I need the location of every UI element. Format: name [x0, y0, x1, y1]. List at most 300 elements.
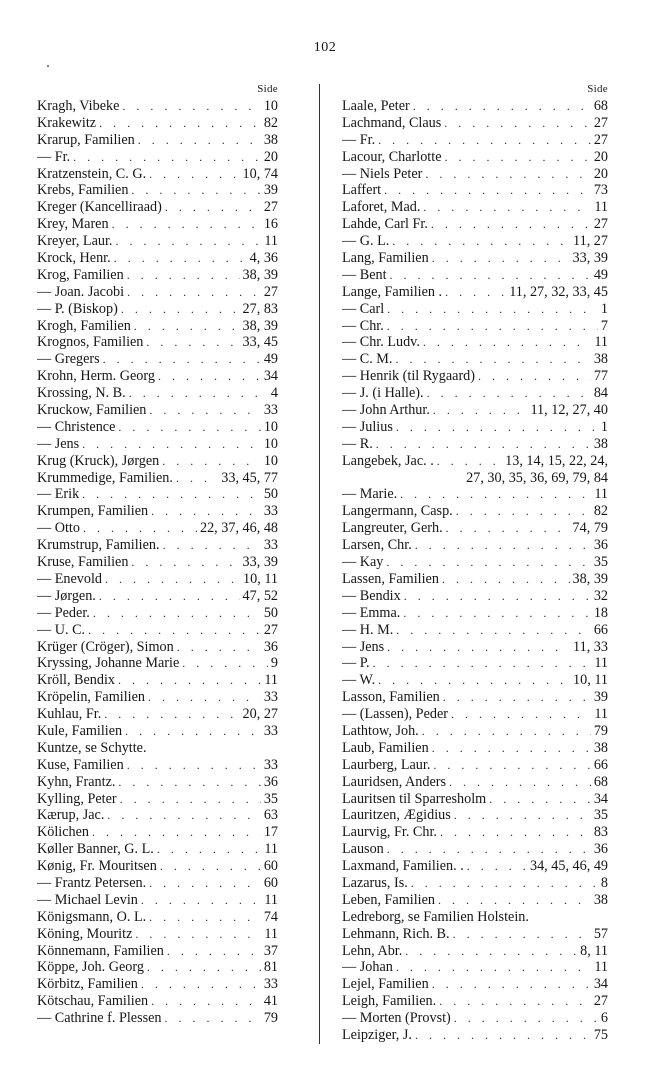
entry-pages: 60	[263, 874, 278, 891]
entry-name: Köppe, Joh. Georg	[37, 959, 144, 976]
dot-leader	[425, 166, 590, 183]
index-entry	[37, 166, 278, 183]
index-entry	[37, 233, 278, 250]
dot-leader	[386, 554, 590, 571]
dot-leader	[165, 199, 261, 216]
entry-name: Krarup, Familien	[37, 131, 135, 148]
entry-pages: 36	[263, 638, 278, 655]
entry-pages: 33, 39	[242, 554, 278, 571]
entry-name: — Erik	[37, 486, 80, 503]
dot-leader	[396, 959, 591, 976]
index-entry	[37, 132, 278, 149]
entry-pages: 18	[593, 604, 608, 621]
index-entry	[342, 334, 608, 351]
index-entry	[342, 588, 608, 605]
entry-pages: 10, 11	[243, 570, 278, 587]
entry-name: Kröpelin, Familien	[37, 689, 145, 706]
entry-name: Langreuter, Gerh.	[342, 520, 443, 537]
entry-pages: 35	[593, 554, 608, 571]
entry-name: — Otto	[37, 520, 80, 537]
entry-name: Laurberg, Laur.	[342, 756, 431, 773]
entry-name: Lassen, Familien	[342, 570, 439, 587]
entry-name: — Emma.	[342, 604, 401, 621]
index-entry	[342, 216, 608, 233]
entry-name: — Bent	[342, 266, 387, 283]
dot-leader	[127, 267, 240, 284]
entry-pages: 20	[263, 148, 278, 165]
dot-leader	[387, 318, 598, 335]
entry-pages: 34	[263, 368, 278, 385]
dot-leader	[127, 284, 261, 301]
entry-pages: 41	[263, 993, 278, 1010]
entry-pages: 11	[264, 925, 278, 942]
entry-pages: 79	[263, 1010, 278, 1027]
entry-name: Kærup, Jac.	[37, 807, 105, 824]
entry-name: Krüger (Cröger), Simon	[37, 638, 174, 655]
entry-pages: 37	[263, 942, 278, 959]
dot-leader	[125, 723, 261, 740]
entry-pages: 27, 83	[242, 300, 278, 317]
dot-leader	[151, 993, 261, 1010]
index-entry	[37, 149, 278, 166]
index-entry	[37, 385, 278, 402]
index-entry	[37, 639, 278, 656]
entry-name: — Jens	[37, 435, 80, 452]
side-heading-right: Side	[587, 83, 608, 95]
index-entry	[37, 689, 278, 706]
entry-pages: 27	[593, 216, 608, 233]
entry-name: — G. L.	[342, 233, 390, 250]
index-entry	[37, 1010, 278, 1027]
entry-name: — Fr.	[37, 148, 71, 165]
index-entry	[342, 706, 608, 723]
entry-name: Lauritsen til Sparresholm	[342, 790, 487, 807]
entry-pages: 1	[600, 300, 608, 317]
dot-leader	[478, 368, 591, 385]
index-entry	[342, 267, 608, 284]
dot-leader	[400, 486, 591, 503]
dot-leader	[413, 98, 591, 115]
entry-name: Kröll, Bendix	[37, 672, 116, 689]
dot-leader	[121, 301, 240, 318]
entry-name: Krummedige, Familien.	[37, 469, 173, 486]
entry-name: Kuse, Familien	[37, 756, 124, 773]
dot-leader	[449, 774, 591, 791]
entry-name: — Cathrine f. Plessen	[37, 1010, 162, 1027]
dot-leader	[403, 605, 590, 622]
entry-pages: 16	[263, 216, 278, 233]
entry-name: Leipziger, J.	[342, 1026, 412, 1043]
index-entry	[342, 402, 608, 419]
entry-pages: 38, 39	[242, 266, 278, 283]
dot-leader	[129, 385, 268, 402]
dot-leader	[387, 841, 591, 858]
entry-pages: 8, 11	[580, 942, 608, 959]
entry-pages: 36	[593, 537, 608, 554]
entry-name: Laffert	[342, 182, 382, 199]
dot-leader	[73, 149, 261, 166]
dot-leader	[453, 926, 591, 943]
entry-pages: 27, 30, 35, 36, 69, 79, 84	[466, 469, 608, 486]
entry-pages: 10, 11	[573, 672, 608, 689]
entry-pages: 11, 12, 27, 40	[530, 402, 608, 419]
entry-pages: 73	[593, 182, 608, 199]
entry-name: Kuntze, se Schytte.	[37, 739, 147, 756]
entry-name: Ledreborg, se Familien Holstein.	[342, 908, 529, 925]
dot-leader	[405, 943, 577, 960]
index-entry	[37, 537, 278, 554]
entry-name: — Enevold	[37, 570, 103, 587]
index-entry	[37, 520, 278, 537]
entry-pages: 17	[263, 824, 278, 841]
index-entry	[37, 993, 278, 1010]
index-entry	[342, 284, 608, 301]
dot-leader	[467, 858, 527, 875]
entry-name: — Joan. Jacobi	[37, 283, 125, 300]
index-entry	[342, 909, 608, 926]
entry-pages: 27	[593, 131, 608, 148]
entry-name: — Jørgen.	[37, 587, 96, 604]
entry-pages: 33	[263, 537, 278, 554]
entry-pages: 50	[263, 486, 278, 503]
entry-pages: 11	[264, 891, 278, 908]
index-entry	[37, 858, 278, 875]
entry-name: Kölichen	[37, 824, 90, 841]
entry-pages: 74, 79	[572, 520, 608, 537]
dot-leader	[378, 672, 570, 689]
dot-leader	[443, 689, 591, 706]
entry-pages: 63	[263, 807, 278, 824]
entry-pages: 66	[593, 621, 608, 638]
entry-pages: 34	[593, 790, 608, 807]
index-entry	[37, 774, 278, 791]
entry-name: — John Arthur.	[342, 402, 430, 419]
entry-pages: 33	[263, 689, 278, 706]
dot-leader	[422, 723, 591, 740]
entry-name: — R.	[342, 435, 373, 452]
entry-pages: 33, 45	[242, 334, 278, 351]
entry-name: — Frantz Petersen.	[37, 874, 147, 891]
dot-leader	[182, 655, 268, 672]
index-entry	[342, 149, 608, 166]
index-entry	[342, 824, 608, 841]
entry-pages: 11	[264, 841, 278, 858]
entry-pages: 38, 39	[242, 317, 278, 334]
dot-leader	[107, 807, 260, 824]
index-entry	[37, 250, 278, 267]
dot-leader	[167, 943, 261, 960]
index-entry	[37, 571, 278, 588]
index-entry	[37, 436, 278, 453]
entry-name: Kreger (Kancelliraad)	[37, 199, 162, 216]
entry-name: Lachmand, Claus	[342, 114, 442, 131]
entry-name: — Henrik (til Rygaard)	[342, 368, 475, 385]
entry-pages: 9	[270, 655, 278, 672]
dot-leader	[438, 892, 591, 909]
entry-pages: 11, 33	[573, 638, 608, 655]
index-entry	[342, 318, 608, 335]
entry-name: Kragh, Vibeke	[37, 98, 120, 114]
dot-leader	[392, 233, 570, 250]
entry-pages: 68	[593, 773, 608, 790]
side-heading-left: Side	[257, 83, 278, 95]
page-number: 102	[313, 40, 337, 55]
dot-leader	[118, 774, 260, 791]
dot-leader	[162, 453, 261, 470]
index-entry	[342, 689, 608, 706]
index-entry	[342, 571, 608, 588]
index-entry	[37, 334, 278, 351]
entry-pages: 50	[263, 604, 278, 621]
index-entry	[37, 655, 278, 672]
index-entry	[342, 1027, 608, 1044]
dot-leader	[384, 182, 591, 199]
index-entry	[37, 740, 278, 757]
dot-leader	[99, 588, 240, 605]
dot-leader	[437, 453, 502, 470]
entry-pages: 10, 74	[242, 165, 278, 182]
entry-name: Könnemann, Familien	[37, 942, 164, 959]
dot-leader	[427, 385, 591, 402]
dot-leader	[454, 1010, 598, 1027]
index-entry	[37, 284, 278, 301]
entry-name: Kyhn, Frantz.	[37, 773, 116, 790]
index-entry	[342, 791, 608, 808]
dot-leader	[149, 402, 260, 419]
entry-pages: 84	[593, 385, 608, 402]
index-entry	[342, 182, 608, 199]
dot-leader	[415, 1027, 591, 1044]
dot-leader	[83, 520, 197, 537]
entry-pages: 11	[594, 959, 608, 976]
entry-name: Lacour, Charlotte	[342, 148, 442, 165]
dot-leader	[432, 250, 570, 267]
index-entry	[37, 892, 278, 909]
entry-name: Laale, Peter	[342, 98, 410, 114]
dot-leader	[444, 115, 591, 132]
index-entry	[37, 182, 278, 199]
index-entry	[37, 98, 278, 115]
entry-pages: 33	[263, 756, 278, 773]
entry-name: Köning, Mouritz	[37, 925, 133, 942]
entry-name: — (Lassen), Peder	[342, 706, 448, 723]
index-entry	[37, 622, 278, 639]
index-entry	[37, 503, 278, 520]
entry-name: Krogh, Familien	[37, 317, 131, 334]
dot-leader	[177, 639, 261, 656]
entry-pages: 36	[263, 773, 278, 790]
entry-pages: 10	[263, 418, 278, 435]
dot-leader	[134, 318, 240, 335]
index-entry	[342, 875, 608, 892]
entry-name: Leigh, Familien.	[342, 993, 437, 1010]
index-entry	[37, 267, 278, 284]
index-entry	[342, 368, 608, 385]
dot-leader	[411, 875, 598, 892]
dot-leader	[440, 824, 591, 841]
dot-leader	[423, 199, 591, 216]
entry-pages: 7	[600, 317, 608, 334]
entry-pages: 11	[594, 199, 608, 216]
index-entry	[342, 470, 608, 487]
dot-leader	[131, 554, 239, 571]
entry-name: Krebs, Familien	[37, 182, 129, 199]
dot-leader	[442, 571, 570, 588]
entry-name: Krossing, N. B.	[37, 385, 126, 402]
index-entry	[37, 909, 278, 926]
index-entry	[37, 419, 278, 436]
index-entry	[342, 757, 608, 774]
entry-pages: 33	[263, 722, 278, 739]
index-entry	[37, 706, 278, 723]
index-entry	[37, 791, 278, 808]
entry-pages: 33, 39	[572, 250, 608, 267]
index-entry	[37, 470, 278, 487]
entry-name: Lang, Familien	[342, 250, 429, 267]
index-entry	[37, 875, 278, 892]
index-entry	[37, 216, 278, 233]
dot-leader	[115, 233, 261, 250]
entry-pages: 4, 36	[249, 250, 278, 267]
entry-pages: 35	[593, 807, 608, 824]
dot-leader	[176, 470, 218, 487]
entry-pages: 10	[263, 98, 278, 114]
entry-pages: 11	[264, 233, 278, 250]
entry-name: — Marie.	[342, 486, 398, 503]
entry-name: — Gregers	[37, 351, 100, 368]
entry-pages: 33	[263, 503, 278, 520]
dot-leader	[433, 757, 590, 774]
entry-name: Krognos, Familien	[37, 334, 144, 351]
entry-pages: 11	[594, 486, 608, 503]
index-entry	[37, 723, 278, 740]
entry-pages: 38	[593, 351, 608, 368]
index-entry	[342, 723, 608, 740]
entry-name: Larsen, Chr.	[342, 537, 412, 554]
index-entry	[37, 368, 278, 385]
entry-pages: 82	[263, 114, 278, 131]
entry-pages: 57	[593, 925, 608, 942]
entry-name: — Julius	[342, 418, 393, 435]
entry-name: — Kay	[342, 554, 384, 571]
dot-leader	[165, 1010, 261, 1027]
dot-leader	[99, 115, 261, 132]
dot-leader	[141, 892, 261, 909]
index-entry	[342, 639, 608, 656]
index-entry	[37, 926, 278, 943]
entry-name: — Christence	[37, 418, 116, 435]
entry-pages: 82	[593, 503, 608, 520]
entry-name: Lauson	[342, 841, 384, 858]
dot-leader	[376, 436, 591, 453]
entry-name: Kratzenstein, C. G.	[37, 165, 147, 182]
entry-name: Lejel, Familien	[342, 976, 429, 993]
index-entry	[342, 740, 608, 757]
entry-pages: 10	[263, 435, 278, 452]
entry-pages: 47, 52	[242, 587, 278, 604]
index-entry	[342, 98, 608, 115]
entry-name: — P.	[342, 655, 370, 672]
dot-leader	[489, 791, 591, 808]
entry-pages: 33	[263, 402, 278, 419]
index-entry	[342, 959, 608, 976]
entry-name: — Chr. Ludv.	[342, 334, 420, 351]
entry-pages: 27	[263, 199, 278, 216]
entry-pages: 33	[263, 976, 278, 993]
entry-name: Kreyer, Laur.	[37, 233, 113, 250]
index-entry	[37, 318, 278, 335]
entry-name: Kønig, Fr. Mouritsen	[37, 858, 157, 875]
dot-leader	[112, 216, 261, 233]
entry-name: Lehn, Abr.	[342, 942, 403, 959]
entry-pages: 39	[263, 182, 278, 199]
dot-leader	[149, 909, 261, 926]
index-entry	[342, 943, 608, 960]
entry-name: Kuhlau, Fr.	[37, 706, 102, 723]
dot-leader	[118, 672, 261, 689]
index-entry	[37, 199, 278, 216]
index-entry	[37, 351, 278, 368]
entry-name: — J. (i Halle).	[342, 385, 424, 402]
dot-leader	[146, 334, 239, 351]
index-entry	[342, 486, 608, 503]
entry-pages: 13, 14, 15, 22, 24,	[505, 452, 608, 469]
entry-name: Krohn, Herm. Georg	[37, 368, 155, 385]
entry-name: Laxmand, Familien. .	[342, 858, 464, 875]
dot-leader	[149, 875, 261, 892]
entry-pages: 33, 45, 77	[221, 469, 278, 486]
dot-leader	[439, 993, 591, 1010]
entry-pages: 35	[263, 790, 278, 807]
entry-name: Krey, Maren	[37, 216, 109, 233]
entry-pages: 6	[600, 1010, 608, 1027]
entry-pages: 79	[593, 722, 608, 739]
entry-name: Leben, Familien	[342, 891, 435, 908]
index-entry	[342, 554, 608, 571]
entry-pages: 38	[593, 435, 608, 452]
entry-pages: 20	[593, 148, 608, 165]
dot-leader	[120, 791, 261, 808]
index-entry	[342, 385, 608, 402]
index-entry	[342, 774, 608, 791]
entry-pages: 39	[593, 689, 608, 706]
entry-pages: 27	[593, 114, 608, 131]
entry-pages: 22, 37, 46, 48	[199, 520, 278, 537]
entry-name: — Chr.	[342, 317, 384, 334]
dot-leader	[105, 571, 240, 588]
index-entry	[342, 605, 608, 622]
entry-name: Kruse, Familien	[37, 554, 129, 571]
dot-leader	[88, 622, 261, 639]
entry-name: — Michael Levin	[37, 891, 138, 908]
entry-pages: 20, 27	[242, 706, 278, 723]
dot-leader	[404, 588, 591, 605]
index-entry	[342, 672, 608, 689]
entry-pages: 38, 39	[572, 570, 608, 587]
entry-name: Krock, Henr.	[37, 250, 111, 267]
entry-name: Kylling, Peter	[37, 790, 117, 807]
entry-name: Lathtow, Joh.	[342, 722, 419, 739]
dot-leader	[396, 622, 591, 639]
index-entry	[342, 233, 608, 250]
entry-name: Lange, Familien .	[342, 283, 443, 300]
index-entry	[342, 537, 608, 554]
index-entry	[37, 453, 278, 470]
entry-name: Lazarus, Is.	[342, 874, 408, 891]
index-entry	[342, 166, 608, 183]
index-entry	[37, 976, 278, 993]
print-speck	[47, 65, 49, 67]
